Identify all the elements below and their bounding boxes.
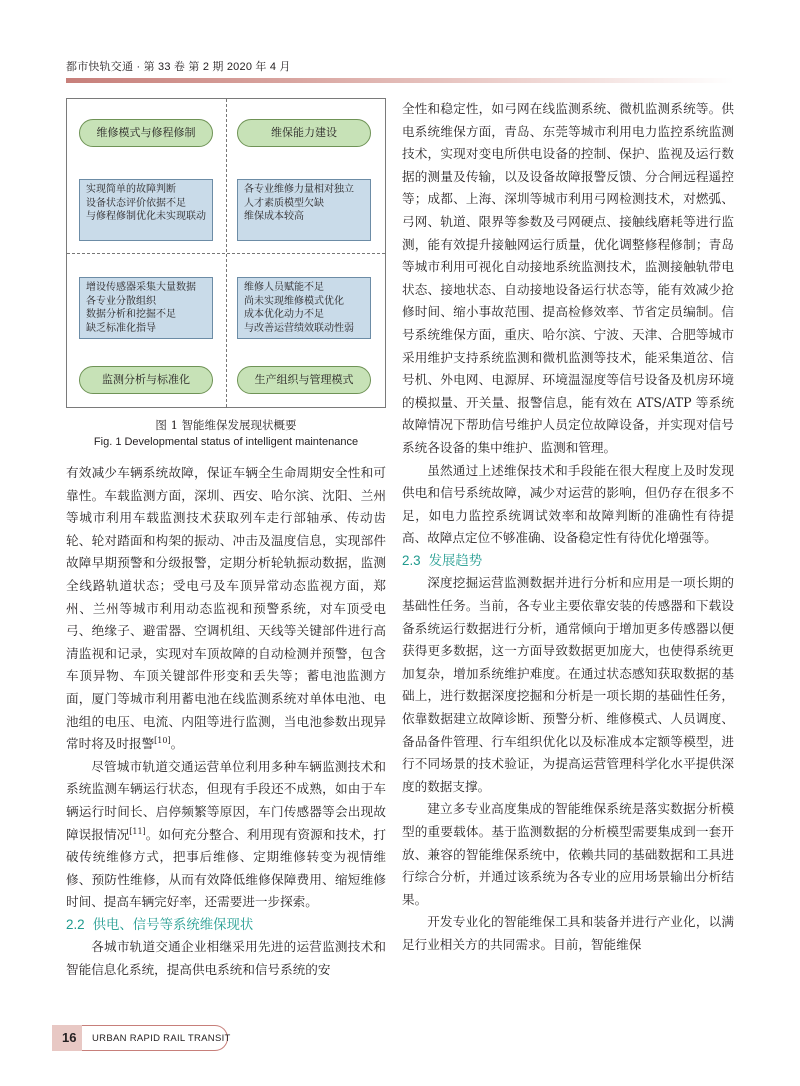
citation: [11] [129, 826, 146, 836]
section-heading-2-2: 2.2 供电、信号等系统维保现状 [66, 916, 254, 932]
paragraph: 开发专业化的智能维保工具和装备并进行产业化，以满足行业相关方的共同需求。目前，智能维保 [402, 914, 734, 952]
figure-label-production-organization: 生产组织与管理模式 [237, 366, 371, 394]
page-number: 16 [62, 1030, 77, 1045]
figure-box-top-left: 实现简单的故障判断 设备状态评价依据不足 与修程修制优化未实现联动 [79, 179, 213, 241]
paragraph: 虽然通过上述维保技术和手段能在很大程度上及时发现供电和信号系统故障，减少对运营的影响，但仍存在很多不足，如电力监控系统调试效率和故障判断的准确性有待提高、故障点定位不够准确、设备稳定性有待优化增强等。 [402, 462, 734, 546]
paragraph: 有效减少车辆系统故障，保证车辆全生命周期安全性和可靠性。车载监测方面，深圳、西安、哈尔滨、沈阳、兰州等城市利用车载监测技术获取列车走行部轴承、传动齿轮、轮对踏面和构架的振动、冲击及温度信息，实现部件故障早期预警和分级报警，定期分析轮轨振动数据，监测全线路轨道状态；受电弓及车顶异常动态监视方面，郑州、兰州等城市利用动态监视和预警系统，对车顶受电弓、绝缘子、避雷器、空调机组、天线等关键部件进行高清监视和记录，实现对车顶故障的自动检测并预警，包含车顶异物、车顶关键部件形变和丢失等；蓄电池监测方面，厦门等城市利用蓄电池在线监测系统对单体电池、电池组的电压、电流、内阻等进行监测，当电池参数出现异常时将及时报警[10]。 [66, 465, 386, 752]
paragraph: 全性和稳定性，如弓网在线监测系统、微机监测系统等。供电系统维保方面，青岛、东莞等城市利用电力监控系统监测技术，实现对变电所供电设备的控制、保护、监视及运行数据的测量及传输，以及设备故障报警反馈、分合闸远程遥控等；成都、上海、深圳等城市利用弓网检测技术，对燃弧、弓网、轨道、限界等参数及弓网硬点、接触线磨耗等进行监测，能有效提升接触网运行质量，优化调整修程修制；青岛等城市利用可视化自动接地系统监测技术，监测接触轨带电状态、接地状态、自动接地设备运行状态等，能有效减少抢修时间、缩小事故范围、提高检修效率、节省定员编制。信号系统维保方面，重庆、哈尔滨、宁波、天津、合肥等城市采用维护支持系统监测和微机监测等技术，能采集道岔、信号机、外电网、电源屏、环境温湿度等信号设备及机房环境的模拟量、开关量、报警信息，能有效在 ATS/ATP 等系统故障情况下帮助信号维护人员定位故障设备，并实现对信号系统各设备的集中维护、监测和管理。 [402, 101, 734, 455]
figure-label-maintenance-mode: 维修模式与修程修制 [79, 119, 213, 147]
paragraph: 建立多专业高度集成的智能维保系统是落实数据分析模型的重要载体。基于监测数据的分析模型需要集成到一套开放、兼容的智能维保系统中，依赖共同的基础数据和工具进行综合分析，并通过该系统为各专业的应用场景输出分析结果。 [402, 801, 734, 907]
journal-header-title: 都市快轨交通 · 第 33 卷 第 2 期 2020 年 4 月 [66, 61, 291, 73]
figure-1 [66, 98, 386, 408]
header-rule [66, 78, 734, 83]
figure-box-top-right: 各专业维修力量相对独立 人才素质模型欠缺 维保成本较高 [237, 179, 371, 241]
left-column [66, 462, 386, 982]
paragraph: 各城市轨道交通企业相继采用先进的运营监测技术和智能信息化系统，提高供电系统和信号系统的安 [66, 939, 386, 978]
section-heading-2-3: 2.3 发展趋势 [402, 552, 483, 568]
paragraph: 尽管城市轨道交通运营单位利用多种车辆监测技术和系统监测车辆运行状态，但现有手段还不成熟，如由于车辆运行时间长、启停频繁等原因，车门传感器等会出现故障误报情况[11]。如何充分整合、利用现有资源和技术，打破传统维修方式，把事后维修、定期维修转变为视情维修、预防性维修，从而有效降低维修保障费用、缩短维修时间、提高车辆完好率，还需要进一步探索。 [66, 758, 387, 910]
paragraph: 深度挖掘运营监测数据并进行分析和应用是一项长期的基础性任务。当前，各专业主要依靠安装的传感器和下载设备系统运行数据进行分析，通常倾向于增加更多传感器以便获得更多数据，这一方面导致数据更加庞大，也使得系统更加复杂，增加系统维护难度。在通过状态感知获取数据的基础上，进行数据深度挖掘和分析是一项长期的基础性任务，依靠数据建立故障诊断、预警分析、维修模式、人员调度、备品备件管理、行车组织优化以及标准成本定额等模型，进行不同场景的技术验证，为提高运营管理科学化水平提供深度的数据支撑。 [402, 575, 734, 794]
figure-label-monitoring-analysis: 监测分析与标准化 [79, 366, 213, 394]
figure-horizontal-divider [67, 253, 385, 254]
figure-box-bottom-left: 增设传感器采集大量数据 各专业分散组织 数据分析和挖掘不足 缺乏标准化指导 [79, 277, 213, 339]
citation: [10] [154, 735, 171, 745]
figure-box-bottom-right: 维修人员赋能不足 尚未实现维修模式优化 成本优化动力不足 与改善运营绩效联动性弱 [237, 277, 371, 339]
figure-label-maintenance-capability: 维保能力建设 [237, 119, 371, 147]
journal-name-en: URBAN RAPID RAIL TRANSIT [92, 1033, 231, 1044]
figure-caption-en: Fig. 1 Developmental status of intelligent maintenance [93, 436, 359, 448]
figure-caption-cn: 图 1 智能维保发展现状概要 [155, 418, 297, 432]
right-column [402, 98, 734, 957]
